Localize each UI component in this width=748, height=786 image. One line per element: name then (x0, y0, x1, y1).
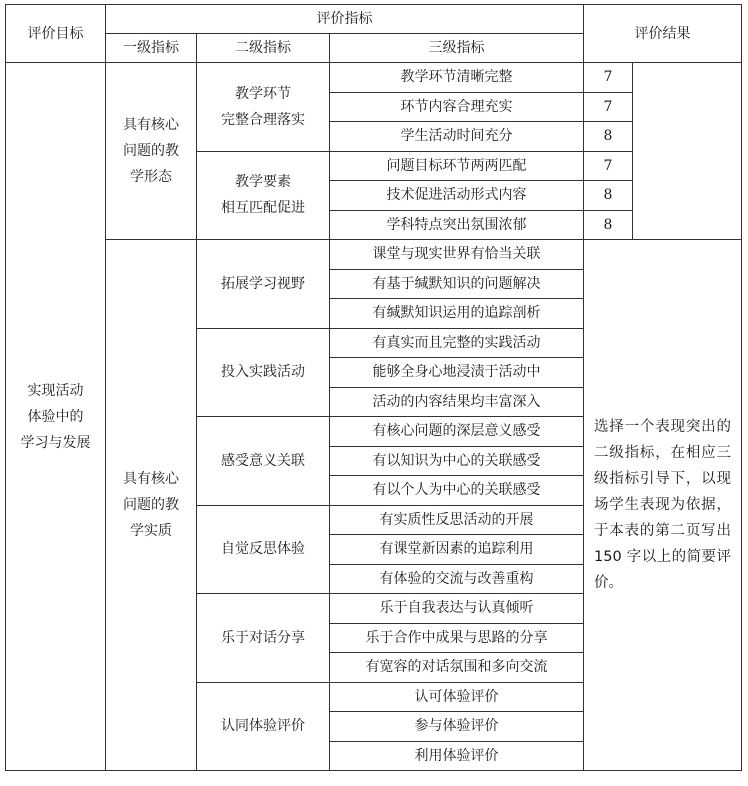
header-level1: 一级指标 (106, 34, 197, 63)
level2-cell: 乐于对话分享 (197, 594, 330, 683)
level3-item: 学生活动时间充分 (330, 122, 584, 152)
level1-essence-cell: 具有核心 问题的教 学实质 (106, 240, 197, 771)
level3-item: 有课堂新因素的追踪利用 (330, 535, 584, 565)
level3-item: 有实质性反思活动的开展 (330, 505, 584, 535)
level3-item: 乐于合作中成果与思路的分享 (330, 623, 584, 653)
level3-item: 有核心问题的深层意义感受 (330, 417, 584, 447)
score-cell: 8 (584, 210, 633, 240)
level3-item: 参与体验评价 (330, 712, 584, 742)
level3-item: 有真实而且完整的实践活动 (330, 328, 584, 358)
level2-cell: 拓展学习视野 (197, 240, 330, 329)
level3-item: 教学环节清晰完整 (330, 63, 584, 93)
level3-item: 环节内容合理充实 (330, 92, 584, 122)
level3-item: 课堂与现实世界有恰当关联 (330, 240, 584, 270)
result-blank-cell (633, 63, 742, 240)
level2-cell: 自觉反思体验 (197, 505, 330, 594)
header-level2: 二级指标 (197, 34, 330, 63)
level1-form-cell: 具有核心 问题的教 学形态 (106, 63, 197, 240)
level3-item: 利用体验评价 (330, 741, 584, 771)
header-indicators: 评价指标 (106, 5, 584, 34)
level2-cell: 感受意义关联 (197, 417, 330, 506)
level3-item: 活动的内容结果均丰富深入 (330, 387, 584, 417)
result-note: 选择一个表现突出的二级指标，在相应三级指标引导下，以现场学生表现为依据，于本表的第二页写出 150 字以上的简要评价。 (584, 240, 742, 771)
score-cell: 7 (584, 63, 633, 93)
score-cell: 8 (584, 181, 633, 211)
level3-item: 有宽容的对话氛围和多向交流 (330, 653, 584, 683)
level2-cell: 认同体验评价 (197, 682, 330, 771)
header-level3: 三级指标 (330, 34, 584, 63)
level2-cell: 教学环节 完整合理落实 (197, 63, 330, 152)
score-cell: 8 (584, 122, 633, 152)
level3-item: 乐于自我表达与认真倾听 (330, 594, 584, 624)
header-goal: 评价目标 (6, 5, 106, 63)
level3-item: 有基于缄默知识的问题解决 (330, 269, 584, 299)
level3-item: 有以知识为中心的关联感受 (330, 446, 584, 476)
goal-cell: 实现活动 体验中的 学习与发展 (6, 63, 106, 771)
level3-item: 问题目标环节两两匹配 (330, 151, 584, 181)
level3-item: 认可体验评价 (330, 682, 584, 712)
level3-item: 学科特点突出氛围浓郁 (330, 210, 584, 240)
score-cell: 7 (584, 151, 633, 181)
level3-item: 能够全身心地浸渍于活动中 (330, 358, 584, 388)
header-result: 评价结果 (584, 5, 742, 63)
score-cell: 7 (584, 92, 633, 122)
level3-item: 有缄默知识运用的追踪剖析 (330, 299, 584, 329)
level3-item: 技术促进活动形式内容 (330, 181, 584, 211)
level2-cell: 教学要素 相互匹配促进 (197, 151, 330, 240)
evaluation-table (5, 4, 742, 771)
level2-cell: 投入实践活动 (197, 328, 330, 417)
level3-item: 有体验的交流与改善重构 (330, 564, 584, 594)
level3-item: 有以个人为中心的关联感受 (330, 476, 584, 506)
